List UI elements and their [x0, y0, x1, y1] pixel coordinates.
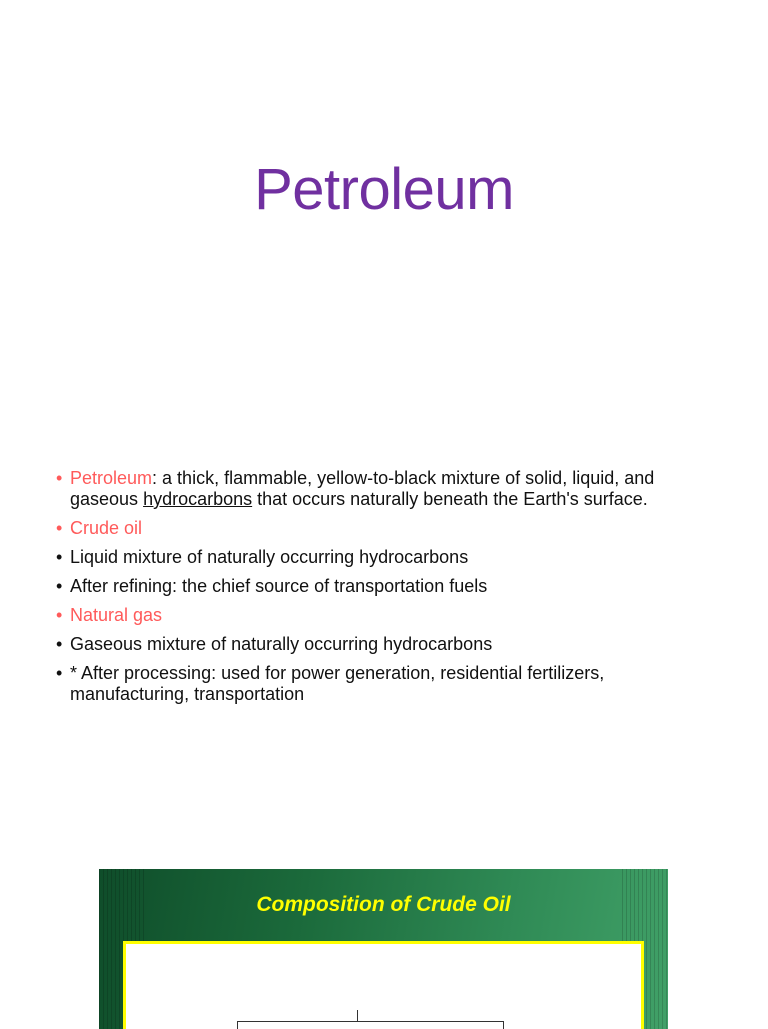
- hydrocarbons-link[interactable]: hydrocarbons: [143, 489, 253, 509]
- list-item: [56, 576, 716, 597]
- bullet-marker: •: [56, 547, 63, 567]
- bullet-marker: •: [56, 634, 63, 654]
- bullet-marker: •: [56, 518, 63, 538]
- list-item: [56, 634, 716, 655]
- bullet-list: [56, 468, 716, 713]
- page-title: Petroleum: [254, 157, 514, 222]
- definition-text-end: that occurs naturally beneath the Earth's surface.: [252, 489, 648, 509]
- definition-text: : a thick, flammable, yellow-to-black mixture of solid, liquid, and gaseous: [70, 468, 655, 509]
- list-item: [56, 518, 716, 539]
- term-petroleum: Petroleum: [70, 468, 153, 488]
- heading-natural-gas: Natural gas: [70, 605, 163, 625]
- bullet-marker: •: [56, 663, 63, 683]
- panel-title: Composition of Crude Oil: [256, 893, 511, 916]
- list-item: [56, 605, 716, 626]
- bullet-marker: •: [56, 605, 63, 625]
- list-item-text: * After processing: used for power generation, residential fertilizers, manufacturing, transportation: [70, 663, 605, 704]
- heading-crude-oil: Crude oil: [70, 518, 143, 538]
- list-item-text: After refining: the chief source of transportation fuels: [70, 576, 488, 596]
- diagram-area: [123, 941, 644, 1029]
- diagram-node: [237, 1021, 504, 1029]
- composition-panel: [99, 869, 668, 1029]
- bullet-marker: •: [56, 468, 63, 488]
- list-item: [56, 663, 716, 705]
- list-item-text: Liquid mixture of naturally occurring hydrocarbons: [70, 547, 469, 567]
- list-item: [56, 547, 716, 568]
- bullet-marker: •: [56, 576, 63, 596]
- list-item-text: Gaseous mixture of naturally occurring hydrocarbons: [70, 634, 493, 654]
- list-item: [56, 468, 716, 510]
